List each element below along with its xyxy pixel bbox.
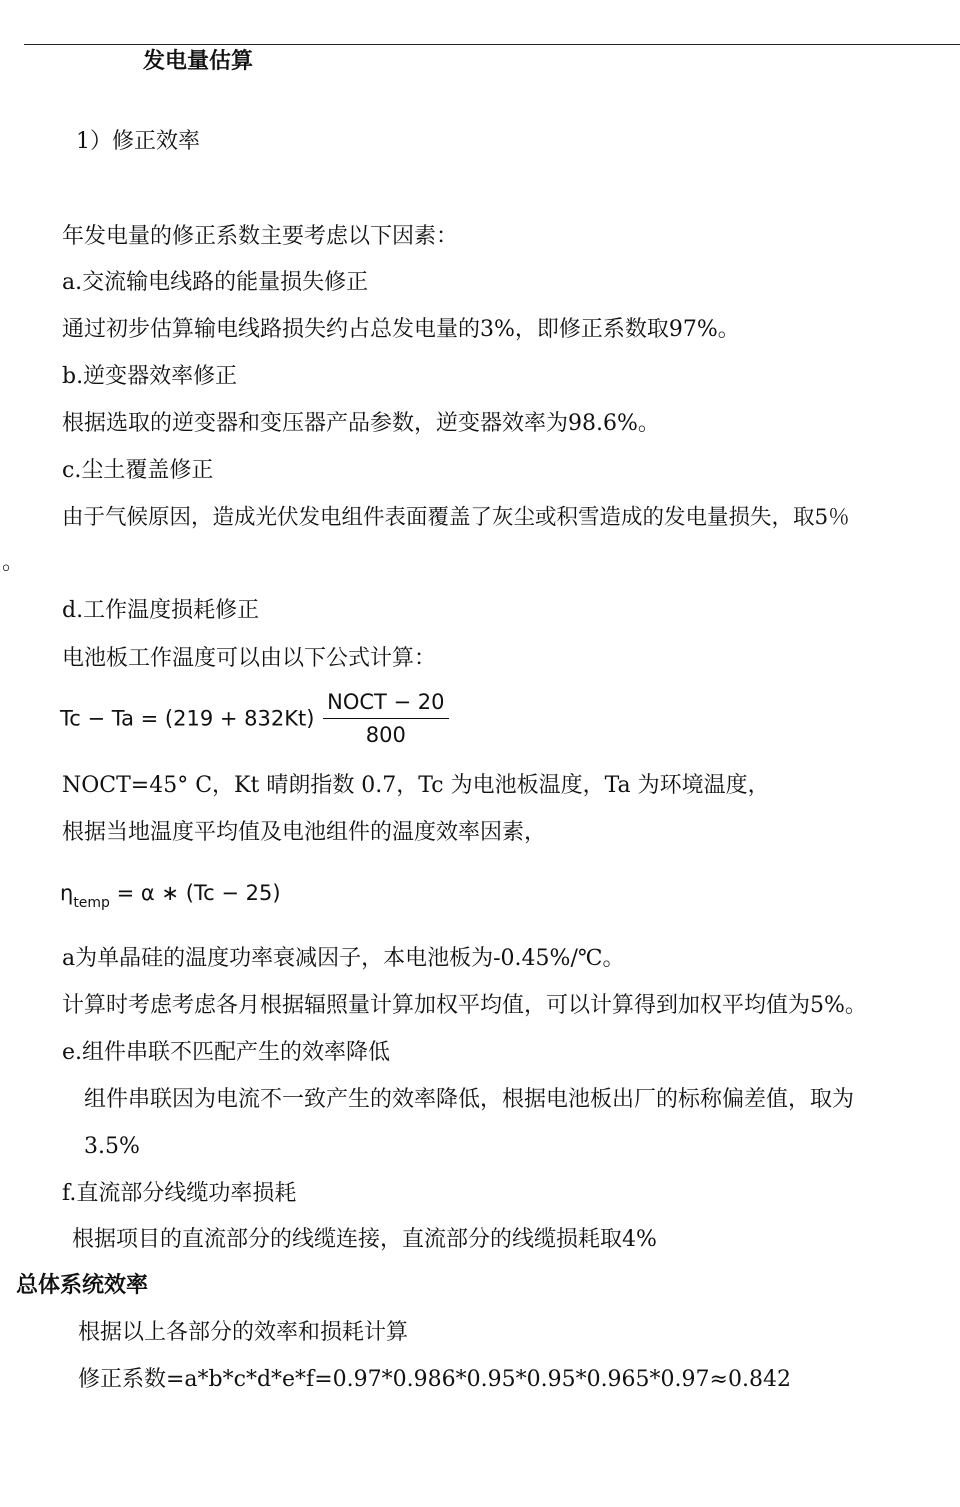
item-d-params: NOCT=45° C，Kt 晴朗指数 0.7，Tc 为电池板温度，Ta 为环境温度， (62, 773, 770, 798)
efficiency-formula (60, 881, 281, 911)
intro-text: 年发电量的修正系数主要考虑以下因素： (62, 224, 459, 249)
item-c-text-tail: 。 (2, 550, 25, 575)
formula-lhs: Tc − Ta = (219 + 832Kt) (60, 706, 315, 731)
formula-denominator: 800 (365, 723, 406, 747)
item-d-weighted: 计算时考虑考虑各月根据辐照量计算加权平均值，可以计算得到加权平均值为5%。 (62, 993, 867, 1018)
page-title: 发电量估算 (143, 49, 254, 74)
item-a-text: 通过初步估算输电线路损失约占总发电量的3%，即修正系数取97%。 (62, 317, 740, 342)
formula-numerator: NOCT − 20 (323, 690, 448, 719)
header-rule (24, 44, 960, 45)
item-a-heading: a.交流输电线路的能量损失修正 (62, 270, 369, 295)
formula-eta-subscript: temp (73, 895, 110, 911)
item-d-text2: 根据当地温度平均值及电池组件的温度效率因素， (62, 820, 547, 845)
formula-fraction (323, 690, 448, 747)
item-d-alpha: a为单晶硅的温度功率衰减因子，本电池板为-0.45%/℃。 (62, 946, 625, 971)
formula-eta: η (60, 881, 74, 905)
item-d-heading: d.工作温度损耗修正 (62, 598, 260, 623)
overall-efficiency-heading: 总体系统效率 (16, 1273, 149, 1298)
formula-eta-rhs: = α ∗ (Tc − 25) (109, 881, 281, 905)
temperature-formula (60, 690, 449, 747)
item-c-heading: c.尘土覆盖修正 (62, 458, 214, 483)
item-b-heading: b.逆变器效率修正 (62, 364, 238, 389)
overall-result: 修正系数=a*b*c*d*e*f=0.97*0.986*0.95*0.95*0.965*0.97≈0.842 (78, 1367, 791, 1392)
section-heading-correction: 1）修正效率 (76, 129, 200, 154)
item-f-heading: f.直流部分线缆功率损耗 (62, 1181, 297, 1206)
item-f-text: 根据项目的直流部分的线缆连接，直流部分的线缆损耗取4% (72, 1227, 657, 1252)
item-b-text: 根据选取的逆变器和变压器产品参数，逆变器效率为98.6%。 (62, 411, 660, 436)
overall-text: 根据以上各部分的效率和损耗计算 (78, 1320, 409, 1345)
item-e-heading: e.组件串联不匹配产生的效率降低 (62, 1040, 391, 1065)
item-e-text-tail: 3.5% (84, 1134, 140, 1159)
item-e-text: 组件串联因为电流不一致产生的效率降低，根据电池板出厂的标称偏差值，取为 (84, 1087, 855, 1112)
item-d-text: 电池板工作温度可以由以下公式计算： (62, 646, 437, 671)
item-c-text: 由于气候原因，造成光伏发电组件表面覆盖了灰尘或积雪造成的发电量损失，取5％ (62, 505, 850, 530)
